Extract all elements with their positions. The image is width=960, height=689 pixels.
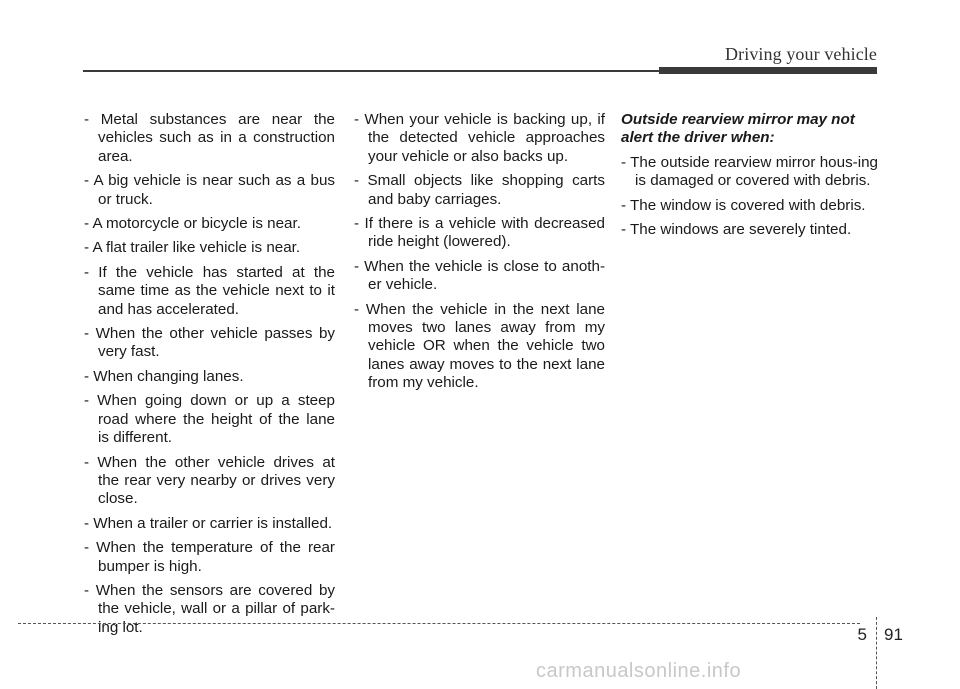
list-item: - When the temperature of the rear bumper is high. (84, 539, 335, 575)
header-rule-thin (83, 70, 660, 72)
footer-dashed-rule (18, 623, 860, 624)
list-item: - The outside rearview mirror hous-ing is damaged or covered with debris. (621, 153, 878, 190)
column-3 (621, 111, 878, 245)
list-item: - A motorcycle or bicycle is near. (84, 215, 301, 233)
list-item: - When a trailer or carrier is installed. (84, 514, 333, 532)
list-item: - If there is a vehicle with decreased ride height (lowered). (354, 215, 605, 251)
list-item: - When changing lanes. (84, 367, 244, 385)
list-item: - If the vehicle has started at the same time as the vehicle next to it and has accelerated. (84, 263, 335, 318)
list-item: - When the vehicle is close to anoth-er vehicle. (354, 257, 605, 294)
section-number: 5 (857, 625, 867, 644)
watermark-text: carmanualsonline.info (536, 660, 742, 682)
page-header-title: Driving your vehicle (725, 44, 877, 64)
list-item: - The window is covered with debris. (621, 196, 866, 214)
section-heading: Outside rearview mirror may not alert the driver when: (621, 111, 855, 147)
list-item: - When going down or up a steep road where the height of the lane is different. (84, 392, 335, 447)
page-number: 91 (884, 625, 903, 644)
list-item: - Metal substances are near the vehicles such as in a construction area. (84, 111, 335, 165)
list-item: - Small objects like shopping carts and baby carriages. (354, 172, 605, 208)
list-item: - When the other vehicle drives at the rear very nearby or drives very close. (84, 453, 335, 508)
header-rule-thick (659, 67, 877, 74)
footer-vertical-dashed-rule (876, 617, 877, 689)
list-item: - When the sensors are covered by the vehicle, wall or a pillar of park-ing lot. (84, 581, 335, 636)
list-item: - A flat trailer like vehicle is near. (84, 239, 301, 257)
list-item: - When the vehicle in the next lane moves two lanes away from my vehicle OR when the vehicle two lanes away moves to the next lane from my vehicle. (354, 300, 605, 392)
column-2 (354, 111, 605, 399)
list-item: - A big vehicle is near such as a bus or truck. (84, 172, 335, 208)
column-1 (84, 111, 335, 643)
list-item: - The windows are severely tinted. (621, 221, 852, 239)
list-item: - When your vehicle is backing up, if the detected vehicle approaches your vehicle or also backs up. (354, 111, 605, 165)
list-item: - When the other vehicle passes by very fast. (84, 325, 335, 361)
